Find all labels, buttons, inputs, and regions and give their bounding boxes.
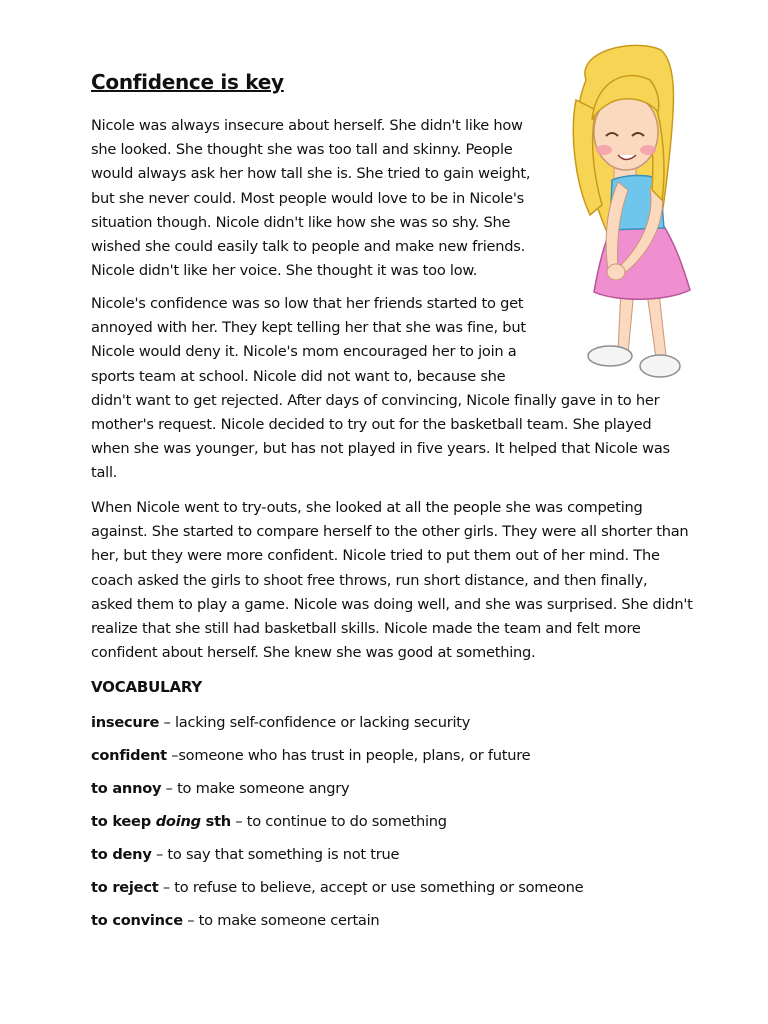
vocab-item-to-annoy (91, 778, 349, 800)
vocab-term-italic: doing (155, 813, 201, 830)
text-line: against. She started to compare herself to the other girls. They were all shorter than (91, 523, 689, 541)
vocab-term (91, 813, 231, 830)
vocab-definition: – to make someone angry (161, 780, 350, 797)
vocab-item-to-convince (91, 910, 379, 932)
text-line: would always ask her how tall she is. She tried to gain weight, (91, 165, 531, 183)
shy-girl-illustration (566, 40, 706, 390)
text-line: situation though. Nicole didn't like how she was so shy. She (91, 213, 511, 231)
vocab-term: to convince (91, 912, 183, 929)
text-line: sports team at school. Nicole did not want to, because she (91, 367, 506, 385)
text-line: Nicole was always insecure about herself. She didn't like how (91, 117, 523, 134)
vocab-item-insecure (91, 712, 470, 734)
text-line: realize that she still had basketball skills. Nicole made the team and felt more (91, 620, 641, 638)
text-line: Nicole's confidence was so low that her friends started to get (91, 295, 524, 312)
vocab-term: to annoy (91, 780, 162, 797)
text-line: asked them to play a game. Nicole was doing well, and she was surprised. She didn't (91, 595, 693, 613)
vocab-item-to-keep-doing (91, 811, 447, 833)
page-title: Confidence is key (91, 70, 284, 94)
text-line: coach asked the girls to shoot free throws, run short distance, and then finally, (91, 571, 648, 589)
text-line: didn't want to get rejected. After days of convincing, Nicole finally gave in to her (91, 391, 660, 409)
vocab-term: confident (91, 747, 167, 764)
vocab-definition: – to make someone certain (182, 912, 380, 929)
story-paragraph-1 (91, 114, 530, 283)
vocab-definition: – to continue to do something (230, 813, 447, 830)
vocab-term: to reject (91, 879, 159, 896)
vocab-term: insecure (91, 714, 160, 731)
text-line: annoyed with her. They kept telling her that she was fine, but (91, 319, 526, 337)
text-line: when she was younger, but has not played in five years. It helped that Nicole was (91, 440, 670, 458)
vocab-term: to deny (91, 846, 152, 863)
text-line: confident about herself. She knew she was good at something. (91, 644, 536, 662)
text-line: wished she could easily talk to people and make new friends. (91, 238, 525, 256)
story-paragraph-3 (91, 496, 693, 665)
vocab-definition: – to refuse to believe, accept or use something or someone (158, 879, 584, 896)
text-line: her, but they were more confident. Nicole tried to put them out of her mind. The (91, 547, 660, 565)
vocab-term-part: sth (200, 813, 231, 830)
text-line: Nicole would deny it. Nicole's mom encouraged her to join a (91, 343, 517, 361)
text-line: Nicole didn't like her voice. She thought it was too low. (91, 262, 478, 280)
vocab-item-to-deny (91, 844, 399, 866)
vocab-definition: – lacking self-confidence or lacking security (159, 714, 471, 731)
vocabulary-heading: VOCABULARY (91, 678, 203, 696)
text-line: When Nicole went to try-outs, she looked at all the people she was competing (91, 499, 643, 516)
vocab-definition: – to say that something is not true (151, 846, 400, 863)
vocab-item-to-reject (91, 877, 583, 899)
text-line: tall. (91, 464, 118, 482)
text-line: but she never could. Most people would love to be in Nicole's (91, 189, 524, 207)
vocab-item-confident (91, 745, 530, 767)
vocab-term-part: to keep (91, 813, 156, 830)
text-line: mother's request. Nicole decided to try out for the basketball team. She played (91, 416, 652, 434)
text-line: she looked. She thought she was too tall and skinny. People (91, 141, 513, 159)
vocab-definition: –someone who has trust in people, plans, or future (166, 747, 531, 764)
